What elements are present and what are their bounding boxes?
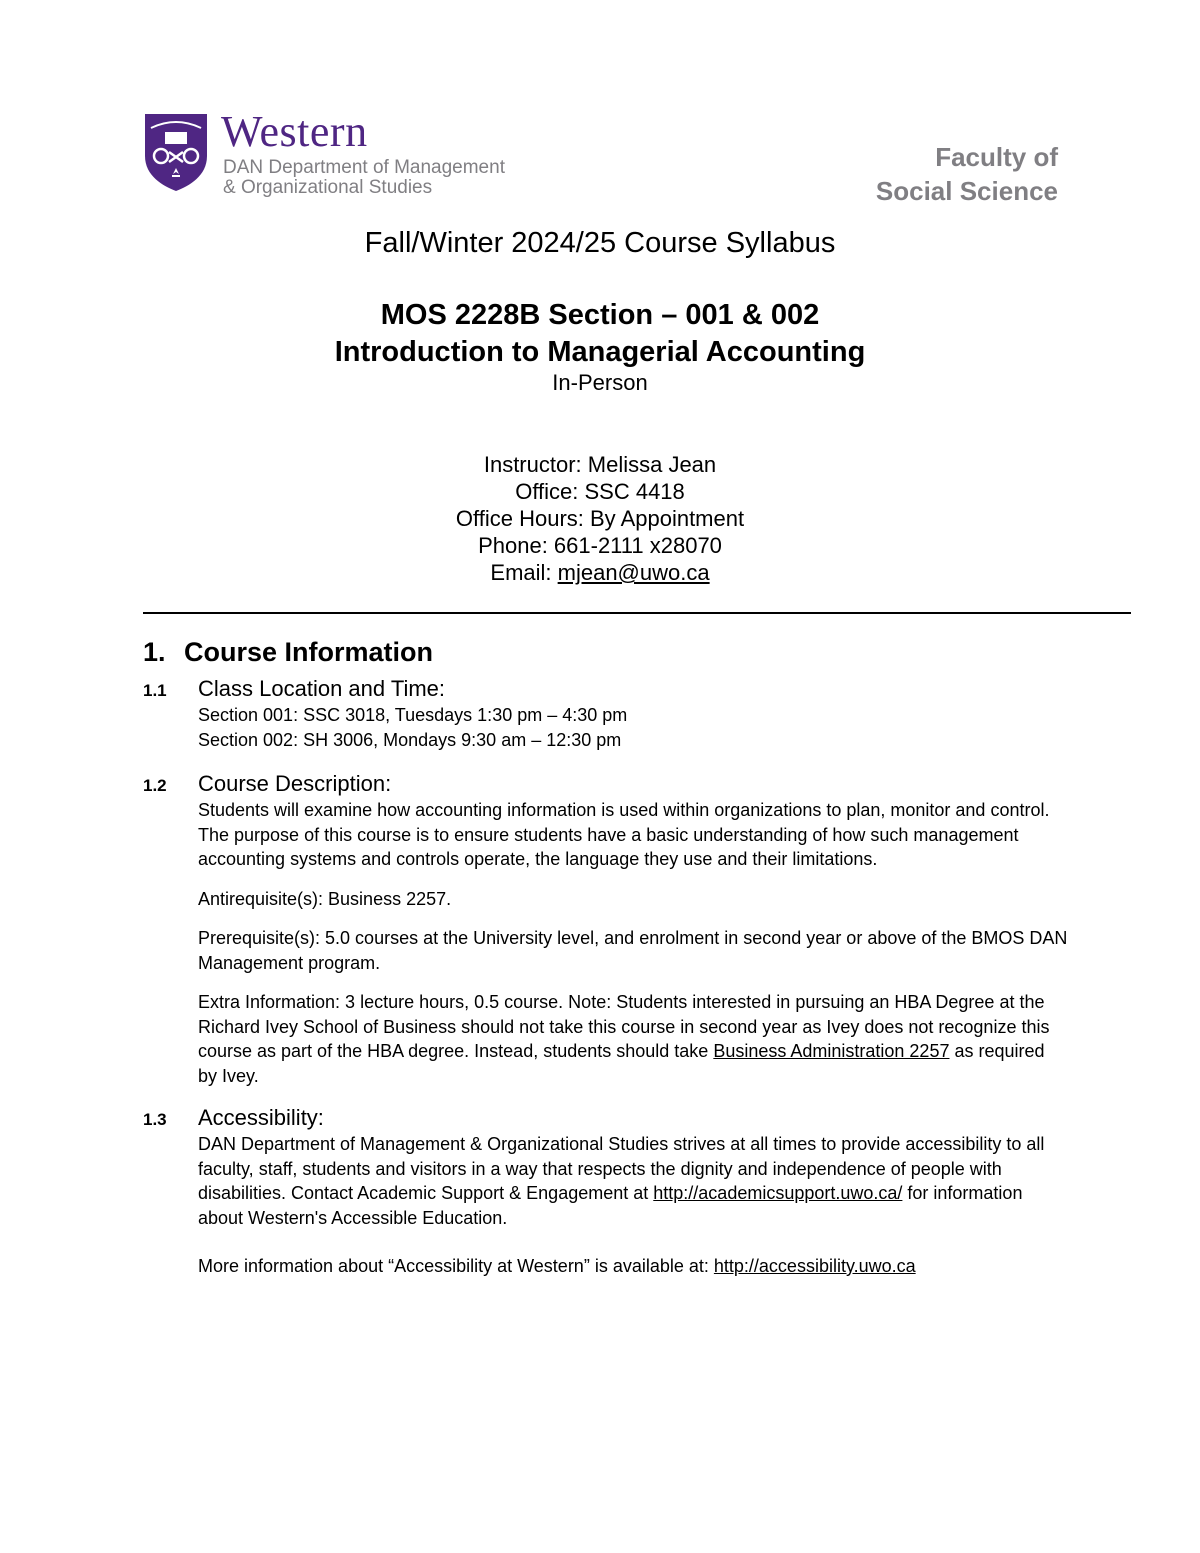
subsection-title: Accessibility:: [198, 1105, 324, 1130]
subsection-body: [198, 798, 1068, 1103]
subsection-number: 1.3: [143, 1110, 167, 1129]
delivery-mode: In-Person: [552, 370, 648, 395]
subsection-body: [198, 1132, 1068, 1294]
instructor-name: Instructor: Melissa Jean: [483, 452, 717, 477]
antirequisite-text: Antirequisite(s): Business 2257.: [198, 888, 452, 909]
logo-wordmark: Western: [221, 107, 368, 156]
accessibility-text: [198, 1132, 1068, 1230]
course-description-text: Students will examine how accounting information is used within organizations to plan, monitor and control. The purpose of this course is to ensure students have a basic understanding of how such management accounting systems and controls operate, the language they use and their limitations.: [198, 800, 1050, 869]
horizontal-divider: [143, 612, 1131, 614]
syllabus-title: Fall/Winter 2024/25 Course Syllabus: [364, 227, 836, 259]
logo-department-line-1: DAN Department of Management: [223, 157, 505, 178]
more-info-pre: More information about “Accessibility at Western” is available at:: [198, 1256, 714, 1276]
course-code: MOS 2228B Section – 001 & 002: [380, 299, 820, 331]
email-label: Email:: [490, 560, 558, 585]
section-002-schedule: Section 002: SH 3006, Mondays 9:30 am – 12:30 pm: [198, 729, 622, 750]
phone-number: Phone: 661-2111 x28070: [478, 533, 722, 558]
western-logo: [143, 107, 513, 200]
subsection-title: Course Description:: [198, 771, 392, 796]
accessibility-post: for information about Western's Accessible Education.: [198, 1183, 1023, 1228]
course-name: Introduction to Managerial Accounting: [334, 336, 866, 368]
email-line: [0, 559, 1200, 586]
section-001-schedule: Section 001: SSC 3018, Tuesdays 1:30 pm – 4:30 pm: [198, 705, 628, 725]
accessibility-more-info: [198, 1254, 1068, 1279]
accessibility-pre: DAN Department of Management & Organizational Studies strives at all times to provide accessibility to all faculty, staff, students and visitors in a way that respects the dignity and independence of people with disabilities. Contact Academic Support & Engagement at: [198, 1134, 1045, 1203]
prerequisite-text: Prerequisite(s): 5.0 courses at the University level, and enrolment in second year or above of the BMOS DAN Management program.: [198, 928, 1068, 973]
faculty-label: [876, 140, 1058, 208]
email-link[interactable]: mjean@uwo.ca: [557, 560, 710, 585]
subsection-body: [198, 703, 1068, 752]
extra-info-pre: Extra Information: 3 lecture hours, 0.5 course. Note: Students interested in pursuing an HBA Degree at the Richard Ivey School of Business should not take this course in second year as Ivey does not recognize this course as part of the HBA degree. Instead, students should take: [198, 992, 1050, 1061]
instructor-contact: [0, 451, 1200, 586]
accessibility-link[interactable]: http://accessibility.uwo.ca: [713, 1256, 916, 1276]
subsection-title: Class Location and Time:: [198, 676, 446, 701]
faculty-line-2: Social Science: [875, 176, 1058, 206]
faculty-line-1: Faculty of: [935, 142, 1058, 172]
logo-department-line-2: & Organizational Studies: [223, 177, 433, 198]
business-2257-link[interactable]: Business Administration 2257: [713, 1041, 950, 1061]
extra-info-post: as required by Ivey.: [198, 1041, 1045, 1086]
subsection-number: 1.2: [143, 776, 167, 795]
academic-support-link[interactable]: http://academicsupport.uwo.ca/: [653, 1183, 903, 1203]
section-heading-course-information: [143, 634, 433, 670]
section-title: Course Information: [184, 637, 434, 667]
office-location: Office: SSC 4418: [515, 479, 685, 504]
western-crest-icon: [143, 112, 209, 192]
section-number: 1.: [143, 637, 166, 667]
office-hours: Office Hours: By Appointment: [455, 506, 745, 531]
subsection-number: 1.1: [143, 681, 167, 700]
extra-information-text: [198, 990, 1068, 1088]
